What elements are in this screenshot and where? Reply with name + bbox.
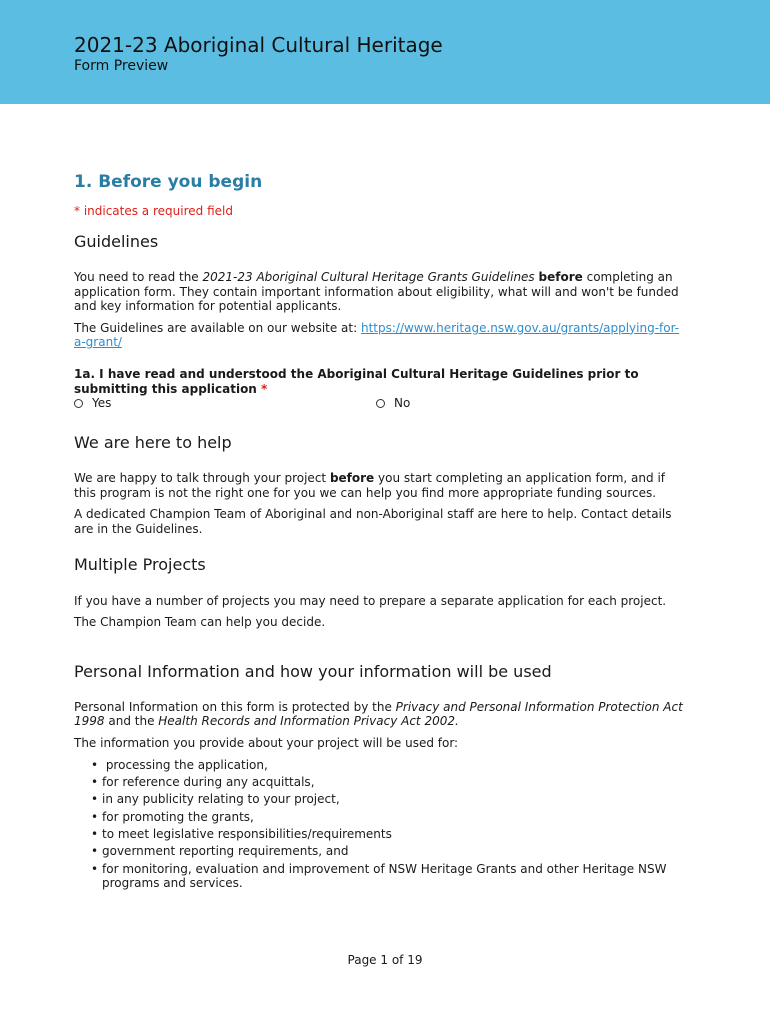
form-content: [74, 170, 684, 894]
list-item: • to meet legislative responsibilities/requirements: [91, 827, 392, 842]
help-paragraph-1: We are happy to talk through your project before you start completing an application form, and if this program is not the right one for you we can help you find more appropriate funding sources.: [74, 471, 666, 500]
list-item: • for monitoring, evaluation and improvement of NSW Heritage Grants and other Heritage NSW programs and services.: [91, 861, 667, 891]
guidelines-heading: Guidelines: [74, 232, 159, 251]
guidelines-link[interactable]: https://www.heritage.nsw.gov.au/grants/applying-for-a-grant/: [74, 320, 680, 350]
multiple-paragraph-1: If you have a number of projects you may need to prepare a separate application for each project.: [74, 593, 667, 608]
form-subtitle: Form Preview: [74, 58, 169, 74]
bullet-icon: •: [91, 844, 99, 859]
guidelines-website-paragraph: The Guidelines are available on our website at: https://www.heritage.nsw.gov.au/grants/applying-for-a-grant/: [74, 320, 680, 350]
multiple-paragraph-2: The Champion Team can help you decide.: [74, 615, 326, 630]
bullet-icon: •: [91, 827, 99, 842]
radio-yes[interactable]: Yes: [74, 396, 111, 410]
radio-circle-icon[interactable]: [74, 399, 83, 408]
list-item: • for reference during any acquittals,: [91, 774, 315, 789]
personal-info-uses-intro: The information you provide about your project will be used for:: [74, 735, 459, 750]
multiple-projects-heading: Multiple Projects: [74, 554, 206, 574]
help-heading: We are here to help: [74, 433, 232, 453]
uses-list: [74, 758, 684, 892]
personal-info-paragraph: Personal Information on this form is protected by the Privacy and Personal Information Protection Act 1998 and the Health Records and Information Privacy Act 2002.: [74, 699, 683, 729]
list-item: • government reporting requirements, and: [91, 844, 349, 859]
help-paragraph-2: A dedicated Champion Team of Aboriginal and non-Aboriginal staff are here to help. Contact details are in the Guidelines.: [74, 507, 672, 536]
form-title: 2021-23 Aboriginal Cultural Heritage: [74, 33, 443, 57]
list-item: • in any publicity relating to your project,: [91, 792, 340, 807]
radio-circle-icon[interactable]: [376, 399, 385, 408]
bullet-icon: •: [91, 792, 99, 807]
bullet-icon: •: [91, 809, 99, 824]
question-1a-label: 1a. I have read and understood the Aboriginal Cultural Heritage Guidelines prior to submitting this application *: [74, 366, 639, 396]
question-1a-options: [74, 396, 684, 412]
bullet-icon: •: [91, 861, 99, 876]
section-title: 1. Before you begin: [74, 172, 263, 192]
personal-info-heading: Personal Information and how your information will be used: [74, 661, 552, 681]
list-item: • for promoting the grants,: [91, 809, 254, 824]
radio-no[interactable]: No: [376, 396, 410, 410]
page-header: [0, 0, 770, 104]
page-number: Page 1 of 19: [347, 953, 423, 967]
bullet-icon: •: [91, 774, 99, 789]
required-asterisk: *: [261, 381, 268, 396]
list-item: • processing the application,: [91, 757, 268, 772]
required-field-note: * indicates a required field: [74, 204, 233, 218]
guidelines-paragraph: You need to read the 2021-23 Aboriginal Cultural Heritage Grants Guidelines before completing an application form. They contain important information about eligibility, what will and won't be funded and key information for potential applicants.: [74, 270, 679, 314]
bullet-icon: •: [91, 757, 99, 772]
